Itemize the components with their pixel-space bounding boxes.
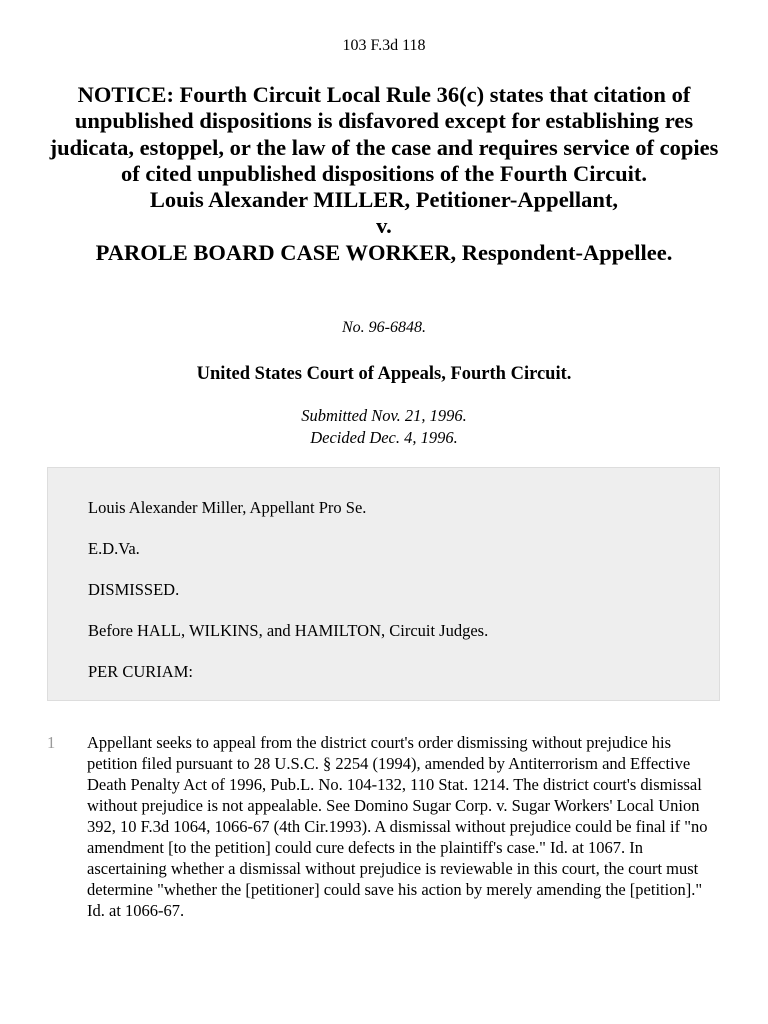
decided-date: Decided Dec. 4, 1996. bbox=[310, 428, 458, 447]
paragraph-text: Appellant seeks to appeal from the district court's order dismissing without prejudice his petition filed pursuant to 28 U.S.C. § 2254 (1994), amended by Antiterrorism and Effective Death Penalty Act of 1996, Pub.L. No. 104-132, 110 Stat. 1214. The district court's dismissal without prejudice is not appealable. See Domino Sugar Corp. v. Sugar Workers' Local Union 392, 10 F.3d 1064, 1066-67 (4th Cir.1993). A dismissal without prejudice could be final if "no amendment [to the petition] could cure defects in the plaintiff's case." Id. at 1067. In ascertaining whether a dismissal without prejudice is reviewable in this court, the court must determine "whether the [petitioner] could save his action by merely amending the [petition]." Id. at 1066-67. bbox=[87, 733, 708, 920]
docket-number: No. 96-6848. bbox=[342, 319, 426, 336]
case-info-box bbox=[47, 467, 720, 701]
appellant-party: Louis Alexander MILLER, Petitioner-Appellant, bbox=[149, 187, 619, 213]
appellee-party: PAROLE BOARD CASE WORKER, Respondent-Appellee. bbox=[95, 239, 673, 265]
disposition-line: DISMISSED. bbox=[88, 580, 180, 599]
judges-line: Before HALL, WILKINS, and HAMILTON, Circuit Judges. bbox=[88, 621, 489, 640]
counsel-line: Louis Alexander Miller, Appellant Pro Se. bbox=[88, 498, 367, 517]
case-dates bbox=[0, 405, 768, 449]
versus-text: v. bbox=[376, 213, 392, 239]
court-name: United States Court of Appeals, Fourth Circuit. bbox=[196, 364, 572, 384]
case-heading bbox=[40, 82, 728, 266]
per-curiam-line: PER CURIAM: bbox=[88, 662, 193, 681]
case-citation: 103 F.3d 118 bbox=[342, 37, 426, 54]
notice-text: NOTICE: Fourth Circuit Local Rule 36(c) states that citation of unpublished dispositions is disfavored except for establishing res judicata, estoppel, or the law of the case and requires service of copies of cited unpublished dispositions of the Fourth Circuit. bbox=[49, 82, 719, 186]
district-line: E.D.Va. bbox=[88, 539, 140, 558]
submitted-date: Submitted Nov. 21, 1996. bbox=[301, 406, 467, 425]
paragraph-number: 1 bbox=[47, 733, 56, 752]
